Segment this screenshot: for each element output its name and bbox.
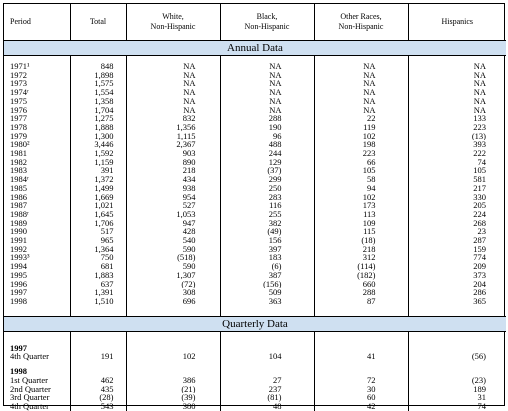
spacer-row: [4, 306, 506, 317]
period-cell: 4th Quarter: [4, 402, 70, 411]
section-quarterly-title: Quarterly Data: [4, 316, 506, 331]
period-cell: 1975: [4, 97, 70, 106]
black-cell: 237: [220, 385, 314, 394]
period-cell: 1996: [4, 280, 70, 289]
spacer-cell: [4, 306, 70, 317]
period-cell: 1994: [4, 262, 70, 271]
other-cell: 113: [314, 210, 408, 219]
white-cell: 428: [126, 227, 220, 236]
table-row: [4, 106, 506, 115]
white-cell: 590: [126, 245, 220, 254]
table-row: [4, 385, 506, 394]
other-cell: 30: [314, 385, 408, 394]
spacer-cell: [126, 331, 220, 344]
hispanic-cell: 74: [477, 401, 486, 411]
white-cell: 386: [126, 376, 220, 385]
other-cell: 223: [314, 149, 408, 158]
spacer-cell: [314, 367, 408, 376]
total-cell: 1,669: [70, 193, 126, 202]
spacer-cell: [408, 331, 506, 344]
white-cell: 1,307: [126, 271, 220, 280]
total-cell: 1,645: [70, 210, 126, 219]
other-cell: NA: [314, 97, 408, 106]
black-cell: (37): [220, 166, 314, 175]
total-cell: (28): [70, 393, 126, 402]
white-cell: (21): [126, 385, 220, 394]
hispanic-cell: NA: [473, 96, 486, 106]
total-cell: 681: [70, 262, 126, 271]
table-row: [4, 393, 506, 402]
white-cell: 890: [126, 158, 220, 167]
other-cell: 115: [314, 227, 408, 236]
period-cell: 1974ʳ: [4, 88, 70, 97]
black-cell: 250: [220, 184, 314, 193]
data-table-panel: [3, 3, 505, 411]
black-cell: 509: [220, 288, 314, 297]
period-cell: 1995: [4, 271, 70, 280]
other-cell: 58: [314, 175, 408, 184]
white-cell: 540: [126, 236, 220, 245]
other-cell: 312: [314, 253, 408, 262]
total-cell: 1,364: [70, 245, 126, 254]
header-black: Black, Non-Hispanic: [220, 4, 314, 41]
white-cell: NA: [126, 79, 220, 88]
hispanic-cell: 189: [473, 384, 486, 394]
table-row: [4, 123, 506, 132]
black-cell: NA: [220, 106, 314, 115]
black-cell: NA: [220, 97, 314, 106]
hispanic-cell: 581: [473, 175, 486, 184]
white-cell: 1,115: [126, 132, 220, 141]
table-row: [4, 166, 506, 175]
hispanic-cell: 217: [473, 183, 486, 193]
table-row: [4, 79, 506, 88]
header-total: Total: [70, 4, 126, 41]
period-cell: 1973: [4, 79, 70, 88]
hispanic-cell: 373: [473, 270, 486, 280]
table-row: [4, 149, 506, 158]
total-cell: 848: [70, 62, 126, 71]
table-row: [4, 193, 506, 202]
hispanic-cell: NA: [473, 105, 486, 115]
period-cell: 1988ʳ: [4, 210, 70, 219]
black-cell: (81): [220, 393, 314, 402]
white-cell: 938: [126, 184, 220, 193]
total-cell: 1,021: [70, 201, 126, 210]
period-cell: 1982: [4, 158, 70, 167]
spacer-cell: [408, 367, 506, 376]
period-cell: 1978: [4, 123, 70, 132]
period-cell: 1984ʳ: [4, 175, 70, 184]
spacer-cell: [70, 306, 126, 317]
other-cell: 660: [314, 280, 408, 289]
other-cell: 22: [314, 114, 408, 123]
hispanic-cell: 365: [473, 296, 486, 306]
spacer-cell: [70, 331, 126, 344]
period-cell: 2nd Quarter: [4, 385, 70, 394]
total-cell: 1,275: [70, 114, 126, 123]
hispanic-cell: 774: [473, 253, 486, 263]
table-row: [4, 140, 506, 149]
spacer-cell: [70, 367, 126, 376]
black-cell: 382: [220, 219, 314, 228]
white-cell: NA: [126, 88, 220, 97]
black-cell: 116: [220, 201, 314, 210]
period-cell: 1976: [4, 106, 70, 115]
spacer-cell: [126, 344, 220, 353]
hispanic-cell: 268: [473, 218, 486, 228]
hispanic-cell: (13): [471, 131, 486, 141]
total-cell: 1,898: [70, 71, 126, 80]
table-row: [4, 297, 506, 306]
black-cell: NA: [220, 71, 314, 80]
spacer-cell: [70, 344, 126, 353]
section-annual-title: Annual Data: [4, 41, 506, 56]
other-cell: 218: [314, 245, 408, 254]
header-row: [4, 4, 506, 41]
black-cell: 244: [220, 149, 314, 158]
table-row: [4, 158, 506, 167]
white-cell: 308: [126, 288, 220, 297]
section-annual: [4, 41, 506, 56]
header-period: Period: [4, 4, 70, 41]
other-cell: NA: [314, 62, 408, 71]
table-row: [4, 271, 506, 280]
other-cell: (182): [314, 271, 408, 280]
table-row: [4, 227, 506, 236]
hispanic-cell: 205: [473, 201, 486, 210]
total-cell: 637: [70, 280, 126, 289]
black-cell: 488: [220, 140, 314, 149]
white-cell: 1,053: [126, 210, 220, 219]
table-row: [4, 262, 506, 271]
section-quarterly: [4, 316, 506, 331]
hispanic-cell: 204: [473, 279, 486, 289]
white-cell: NA: [126, 106, 220, 115]
hispanic-cell: 105: [473, 166, 486, 176]
hispanic-cell: NA: [473, 79, 486, 89]
table-row: [4, 280, 506, 289]
table-row: [4, 184, 506, 193]
other-cell: 41: [314, 352, 408, 361]
header-other: Other Races, Non-Hispanic: [314, 4, 408, 41]
other-cell: 105: [314, 166, 408, 175]
total-cell: 1,159: [70, 158, 126, 167]
period-cell: 1993³: [4, 253, 70, 262]
period-cell: 1972: [4, 71, 70, 80]
table-row: [4, 210, 506, 219]
total-cell: 391: [70, 166, 126, 175]
other-cell: 94: [314, 184, 408, 193]
black-cell: 299: [220, 175, 314, 184]
white-cell: 527: [126, 201, 220, 210]
black-cell: 397: [220, 245, 314, 254]
other-cell: NA: [314, 106, 408, 115]
black-cell: NA: [220, 88, 314, 97]
white-cell: 380: [126, 402, 220, 411]
other-cell: 66: [314, 158, 408, 167]
period-cell: 1977: [4, 114, 70, 123]
black-cell: (6): [220, 262, 314, 271]
table-row: [4, 236, 506, 245]
table-row: [4, 288, 506, 297]
hispanic-cell: 330: [473, 192, 486, 202]
period-cell: 1990: [4, 227, 70, 236]
hispanic-cell: NA: [473, 70, 486, 80]
white-cell: 954: [126, 193, 220, 202]
table-row: [4, 97, 506, 106]
total-cell: 965: [70, 236, 126, 245]
total-cell: 1,510: [70, 297, 126, 306]
table-row: [4, 245, 506, 254]
hispanic-cell: 209: [473, 262, 486, 271]
white-cell: 903: [126, 149, 220, 158]
year-label-row: [4, 367, 506, 376]
year-label: 1997: [4, 344, 70, 353]
black-cell: 363: [220, 297, 314, 306]
other-cell: (18): [314, 236, 408, 245]
total-cell: 1,592: [70, 149, 126, 158]
table-row: [4, 219, 506, 228]
white-cell: 696: [126, 297, 220, 306]
period-cell: 1997: [4, 288, 70, 297]
other-cell: 60: [314, 393, 408, 402]
hispanic-cell: 222: [473, 149, 486, 158]
white-cell: 590: [126, 262, 220, 271]
household-formation-table: [4, 4, 506, 411]
other-cell: 288: [314, 288, 408, 297]
other-cell: 72: [314, 376, 408, 385]
spacer-cell: [220, 306, 314, 317]
black-cell: 183: [220, 253, 314, 262]
total-cell: 1,391: [70, 288, 126, 297]
white-cell: 218: [126, 166, 220, 175]
white-cell: 832: [126, 114, 220, 123]
hispanic-cell: 31: [477, 393, 486, 402]
black-cell: 288: [220, 114, 314, 123]
hispanic-cell: 74: [477, 157, 486, 167]
annual-rows: [4, 56, 506, 317]
quarterly-rows: [4, 331, 506, 410]
black-cell: 255: [220, 210, 314, 219]
table-row: [4, 376, 506, 385]
spacer-cell: [314, 331, 408, 344]
hispanic-cell: NA: [473, 62, 486, 71]
black-cell: 48: [220, 402, 314, 411]
total-cell: 1,883: [70, 271, 126, 280]
table-row: [4, 62, 506, 71]
black-cell: NA: [220, 79, 314, 88]
spacer-cell: [126, 306, 220, 317]
header-hispanics: Hispanics: [408, 4, 506, 41]
total-cell: 1,888: [70, 123, 126, 132]
total-cell: 1,300: [70, 132, 126, 141]
black-cell: (49): [220, 227, 314, 236]
total-cell: 462: [70, 376, 126, 385]
total-cell: 1,372: [70, 175, 126, 184]
table-row: [4, 175, 506, 184]
hispanic-cell: 223: [473, 122, 486, 132]
black-cell: 104: [220, 352, 314, 361]
period-cell: 1981: [4, 149, 70, 158]
table-row: [4, 352, 506, 361]
total-cell: 191: [70, 352, 126, 361]
white-cell: 1,356: [126, 123, 220, 132]
table-row: [4, 132, 506, 141]
total-cell: 1,575: [70, 79, 126, 88]
hispanic-cell: 23: [477, 227, 486, 237]
header-white: White, Non-Hispanic: [126, 4, 220, 41]
period-cell: 1989: [4, 219, 70, 228]
total-cell: 517: [70, 227, 126, 236]
spacer-cell: [314, 344, 408, 353]
total-cell: 543: [70, 402, 126, 411]
table-row: [4, 71, 506, 80]
total-cell: 750: [70, 253, 126, 262]
year-label: 1998: [4, 367, 70, 376]
period-cell: 1998: [4, 297, 70, 306]
hispanic-cell: NA: [473, 88, 486, 97]
white-cell: (518): [126, 253, 220, 262]
spacer-cell: [408, 306, 506, 317]
period-cell: 1979: [4, 132, 70, 141]
spacer-cell: [314, 306, 408, 317]
other-cell: 87: [314, 297, 408, 306]
period-cell: 1983: [4, 166, 70, 175]
table-row: [4, 88, 506, 97]
black-cell: NA: [220, 62, 314, 71]
total-cell: 1,358: [70, 97, 126, 106]
spacer-cell: [220, 367, 314, 376]
other-cell: NA: [314, 71, 408, 80]
white-cell: (72): [126, 280, 220, 289]
black-cell: (156): [220, 280, 314, 289]
hispanic-cell: 393: [473, 140, 486, 150]
white-cell: (39): [126, 393, 220, 402]
hispanic-cell: 286: [473, 288, 486, 297]
hispanic-cell: 133: [473, 114, 486, 123]
other-cell: 102: [314, 193, 408, 202]
other-cell: NA: [314, 79, 408, 88]
other-cell: 173: [314, 201, 408, 210]
white-cell: 2,367: [126, 140, 220, 149]
black-cell: 129: [220, 158, 314, 167]
white-cell: NA: [126, 62, 220, 71]
table-row: [4, 402, 506, 411]
black-cell: 27: [220, 376, 314, 385]
spacer-cell: [220, 344, 314, 353]
other-cell: NA: [314, 88, 408, 97]
other-cell: 119: [314, 123, 408, 132]
other-cell: 198: [314, 140, 408, 149]
total-cell: 1,554: [70, 88, 126, 97]
period-cell: 1992: [4, 245, 70, 254]
period-cell: 1971¹: [4, 62, 70, 71]
year-label-row: [4, 344, 506, 353]
black-cell: 283: [220, 193, 314, 202]
table-row: [4, 253, 506, 262]
period-cell: 1991: [4, 236, 70, 245]
white-cell: NA: [126, 71, 220, 80]
other-cell: (114): [314, 262, 408, 271]
spacer-cell: [220, 331, 314, 344]
total-cell: 1,499: [70, 184, 126, 193]
white-cell: 434: [126, 175, 220, 184]
period-cell: 1986: [4, 193, 70, 202]
hispanic-cell: (56): [471, 352, 486, 362]
hispanic-cell: 224: [473, 209, 486, 219]
black-cell: 156: [220, 236, 314, 245]
black-cell: 387: [220, 271, 314, 280]
other-cell: 102: [314, 132, 408, 141]
period-cell: 1985: [4, 184, 70, 193]
black-cell: 190: [220, 123, 314, 132]
black-cell: 96: [220, 132, 314, 141]
hispanic-cell: (23): [471, 375, 486, 385]
spacer-cell: [126, 367, 220, 376]
hispanic-cell: 159: [473, 244, 486, 254]
table-row: [4, 201, 506, 210]
period-cell: 1st Quarter: [4, 376, 70, 385]
spacer-cell: [408, 344, 506, 353]
hispanic-cell: 287: [473, 236, 486, 245]
spacer-row: [4, 331, 506, 344]
period-cell: 3rd Quarter: [4, 393, 70, 402]
white-cell: NA: [126, 97, 220, 106]
period-cell: 4th Quarter: [4, 352, 70, 361]
white-cell: 947: [126, 219, 220, 228]
white-cell: 102: [126, 352, 220, 361]
period-cell: 1987: [4, 201, 70, 210]
spacer-cell: [4, 331, 70, 344]
other-cell: 109: [314, 219, 408, 228]
total-cell: 1,706: [70, 219, 126, 228]
total-cell: 3,446: [70, 140, 126, 149]
total-cell: 1,704: [70, 106, 126, 115]
total-cell: 435: [70, 385, 126, 394]
other-cell: 42: [314, 402, 408, 411]
period-cell: 1980²: [4, 140, 70, 149]
table-row: [4, 114, 506, 123]
